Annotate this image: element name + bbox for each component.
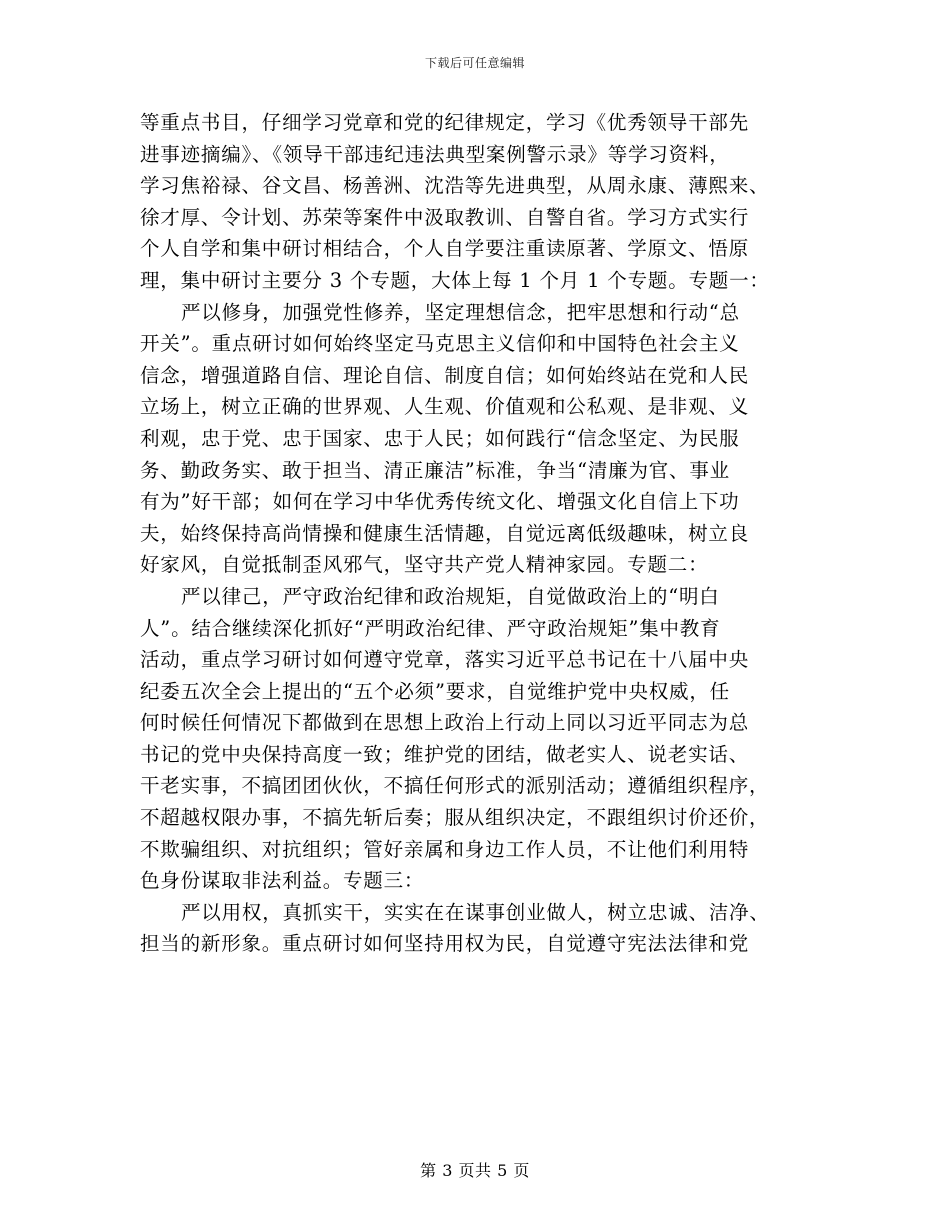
document-body — [140, 107, 812, 960]
text-line: 夫，始终保持高尚情操和健康生活情趣，自觉远离低级趣味，树立良 — [140, 521, 750, 545]
text-line: 立场上，树立正确的世界观、人生观、价值观和公私观、是非观、义 — [140, 395, 750, 419]
text-line: 严以用权，真抓实干，实实在在谋事创业做人，树立忠诚、洁净、 — [181, 900, 770, 924]
text-line: 学习焦裕禄、谷文昌、杨善洲、沈浩等先进典型，从周永康、薄熙来、 — [140, 174, 770, 198]
text-line: 有为”好干部；如何在学习中华优秀传统文化、增强文化自信上下功 — [140, 490, 740, 514]
text-line: 不欺骗组织、对抗组织；管好亲属和身边工作人员，不让他们利用特 — [140, 837, 750, 861]
text-line: 干老实事，不搞团团伙伙，不搞任何形式的派别活动；遵循组织程序， — [140, 774, 770, 798]
text-line: 活动，重点学习研讨如何遵守党章，落实习近平总书记在十八届中央 — [140, 648, 750, 672]
text-line: 信念，增强道路自信、理论自信、制度自信；如何始终站在党和人民 — [140, 363, 750, 387]
text-line: 担当的新形象。重点研讨如何坚持用权为民，自觉遵守宪法法律和党 — [140, 932, 750, 956]
text-line: 利观，忠于党、忠于国家、忠于人民；如何践行“信念坚定、为民服 — [140, 426, 740, 450]
text-line: 开关”。重点研讨如何始终坚定马克思主义信仰和中国特色社会主义 — [140, 332, 740, 356]
text-line: 纪委五次全会上提出的“五个必须”要求，自觉维护党中央权威，任 — [140, 679, 730, 703]
text-line: 进事迹摘编》、《领导干部违纪违法典型案例警示录》等学习资料， — [140, 142, 730, 166]
text-line: 等重点书目，仔细学习党章和党的纪律规定，学习《优秀领导干部先 — [140, 111, 750, 134]
text-line: 徐才厚、令计划、苏荣等案件中汲取教训、自警自省。学习方式实行 — [140, 205, 750, 229]
text-line: 务、勤政务实、敢于担当、清正廉洁”标准，争当“清廉为官、事业 — [140, 458, 730, 482]
text-line: 人”。结合继续深化抓好“严明政治纪律、严守政治规矩”集中教育 — [140, 616, 721, 640]
page-header: 下载后可任意编辑 — [424, 56, 525, 70]
text-line: 个人自学和集中研讨相结合，个人自学要注重读原著、学原文、悟原 — [140, 237, 750, 261]
text-line: 书记的党中央保持高度一致；维护党的团结，做老实人、说老实话、 — [140, 742, 750, 766]
text-line: 不超越权限办事，不搞先斩后奏；服从组织决定，不跟组织讨价还价， — [140, 806, 770, 830]
text-line: 理，集中研讨主要分 3 个专题，大体上每 1 个月 1 个专题。专题一： — [140, 268, 770, 292]
page-number-footer: 第 3 页共 5 页 — [420, 1161, 530, 1180]
text-line: 好家风，自觉抵制歪风邪气，坚守共产党人精神家园。专题二： — [140, 553, 709, 577]
text-line: 严以修身，加强党性修养，坚定理想信念，把牢思想和行动“总 — [181, 300, 740, 324]
text-line: 何时候任何情况下都做到在思想上政治上行动上同以习近平同志为总 — [140, 711, 750, 735]
text-line: 严以律己，严守政治纪律和政治规矩，自觉做政治上的“明白 — [181, 584, 720, 608]
text-line: 色身份谋取非法利益。专题三： — [140, 869, 425, 893]
